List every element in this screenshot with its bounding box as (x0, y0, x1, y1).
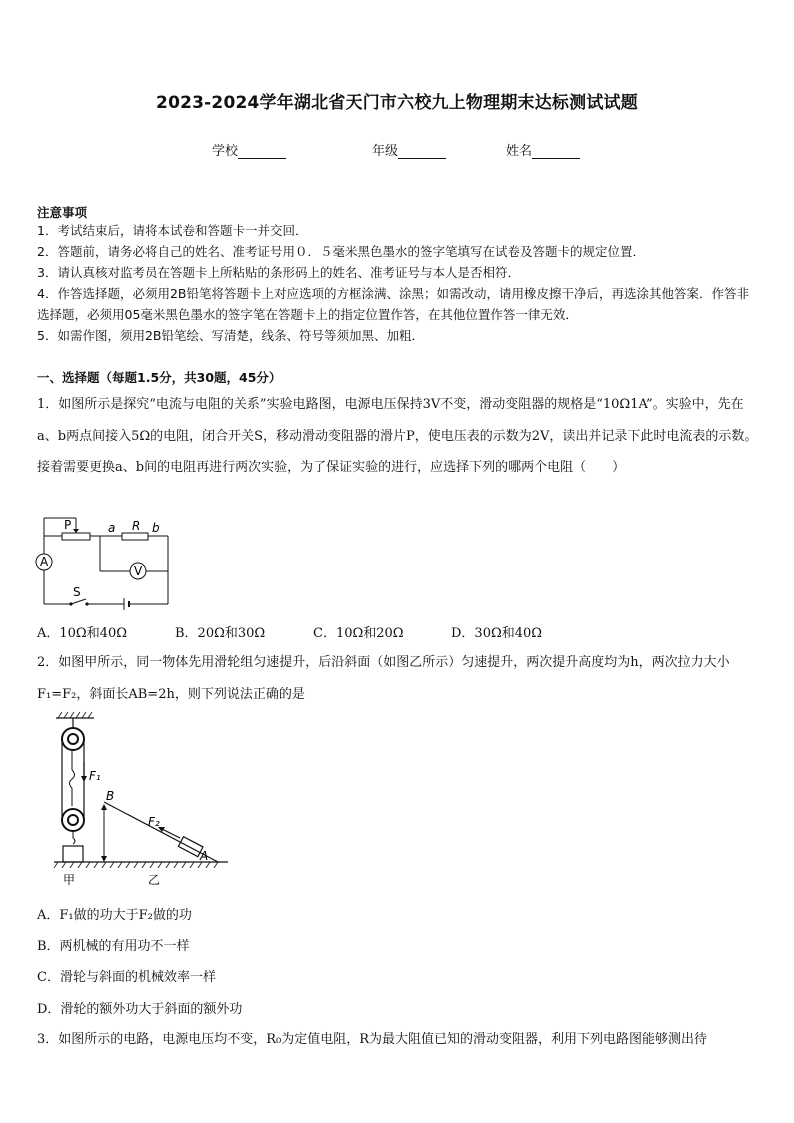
grade-field (372, 140, 446, 159)
switch (71, 599, 86, 604)
option-c[interactable]: C．滑轮与斜面的机械效率一样 (37, 970, 216, 985)
section-heading: 一、选择题（每题1.5分，共30题，45分） (37, 370, 282, 385)
question-3-stem (37, 1024, 759, 1056)
option-a[interactable]: A．F₁做的功大于F₂做的功 (37, 908, 192, 923)
label-b: b (152, 521, 160, 535)
paper-title: 2023-2024学年湖北省天门市六校九上物理期末达标测试试题 (156, 93, 638, 113)
notice-item: 3．请认真核对监考员在答题卡上所粘贴的条形码上的姓名、准考证号与本人是否相符． (37, 265, 520, 280)
question-2-stem (37, 647, 759, 710)
grade-blank (398, 145, 446, 159)
name-field (506, 140, 580, 159)
option-b[interactable]: B．两机械的有用功不一样 (37, 939, 190, 954)
label-ammeter: A (40, 555, 49, 569)
label-voltmeter: V (134, 564, 143, 578)
question-3-text: 3．如图所示的电路，电源电压均不变，R₀为定值电阻，R为最大阻值已知的滑动变阻器，利用下列电路图能够测出待 (37, 1032, 708, 1047)
label-p: P (64, 518, 72, 532)
label-switch: S (73, 585, 81, 599)
name-blank (532, 145, 580, 159)
notice-item: 2．答题前，请务必将自己的姓名、准考证号用０．５毫米黑色墨水的签字笔填写在试卷及答题卡的规定位置． (37, 244, 645, 259)
label-b: B (106, 789, 115, 803)
label-jia: 甲 (63, 873, 76, 887)
slider-arrow (73, 529, 79, 533)
label-a: A (200, 849, 209, 863)
question-1-text: 1．如图所示是探究“电流与电阻的关系”实验电路图，电源电压保持3V不变，滑动变阻器的规格是“10Ω1A”。实验中，先在a、b两点间接入5Ω的电阻，闭合开关S，移动滑动变阻器的滑片P，使电压表的示数为2V，读出并记录下此时电流表的示数。接着需要更换a、b间的电阻再进行两次实验，为了保证实验的进行，应选择下列的哪两个电阻（ ） (37, 397, 758, 475)
fixed-pulley (62, 728, 84, 750)
question-2-text: 2．如图甲所示，同一物体先用滑轮组匀速提升，后沿斜面（如图乙所示）匀速提升，两次提升高度均为h，两次拉力大小F₁=F₂，斜面长AB=2h，则下列说法正确的是 (37, 655, 730, 702)
option-a[interactable]: A．10Ω和40Ω (37, 626, 128, 641)
block-jia (63, 846, 83, 862)
notice-item: 1．考试结束后，请将本试卷和答题卡一并交回． (37, 223, 308, 238)
label-r: R (132, 519, 141, 533)
notice-heading: 注意事项 (37, 205, 88, 220)
label-a: a (108, 521, 116, 535)
question-1-stem (37, 389, 759, 484)
notice-item: 5．如需作图，须用2B铅笔绘、写清楚，线条、符号等须加黑、加粗． (37, 328, 424, 343)
label-f2: F₂ (148, 815, 160, 829)
option-b[interactable]: B．20Ω和30Ω (175, 626, 266, 641)
moving-pulley (62, 809, 84, 831)
notice-list (37, 220, 759, 346)
label-f1: F₁ (89, 769, 101, 783)
ceiling-hatch (58, 712, 92, 718)
rheostat (62, 533, 90, 540)
pulley-incline-diagram (48, 710, 232, 890)
ground-hatch (54, 862, 218, 868)
school-blank (238, 145, 286, 159)
school-field (212, 140, 286, 159)
name-label: 姓名 (506, 144, 533, 159)
resistor-r (122, 533, 148, 540)
f1-arrow (81, 776, 87, 782)
notice-item: 4．作答选择题，必须用2B铅笔将答题卡上对应选项的方框涂满、涂黑；如需改动，请用橡皮擦干净后，再选涂其他答案．作答非选择题，必须用05毫米黑色墨水的签字笔在答题卡上的指定位置作答，在其他位置作答一律无效． (37, 286, 749, 322)
label-yi: 乙 (148, 873, 161, 887)
grade-label: 年级 (372, 144, 399, 159)
option-c[interactable]: C．10Ω和20Ω (313, 626, 404, 641)
option-d[interactable]: D．滑轮的额外功大于斜面的额外功 (37, 1002, 243, 1017)
question-1-options (37, 622, 542, 641)
circuit-diagram (34, 516, 174, 610)
school-label: 学校 (212, 144, 239, 159)
option-d[interactable]: D．30Ω和40Ω (451, 626, 543, 641)
